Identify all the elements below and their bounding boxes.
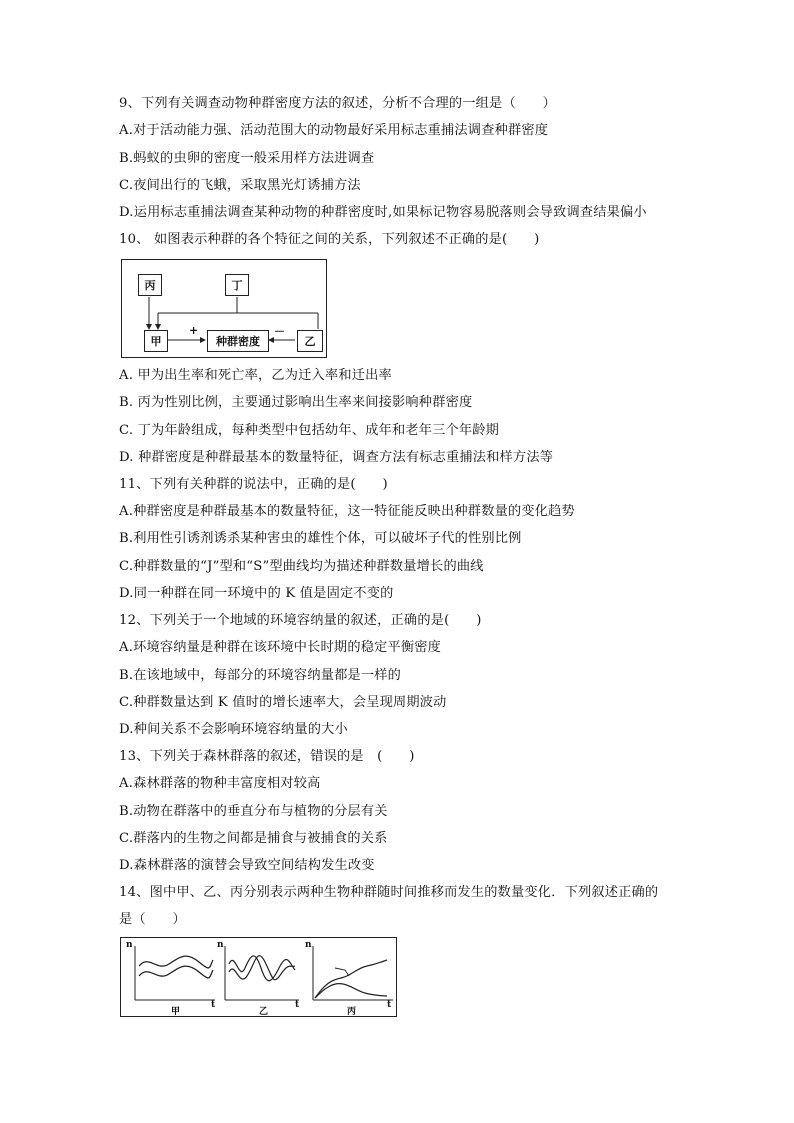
minus-sign: －: [274, 325, 285, 338]
q14-graphs: [120, 937, 397, 1017]
q9-stem: 9、下列有关调查动物种群密度方法的叙述，分析不合理的一组是（ ）: [119, 96, 556, 111]
q10-stem: 10、 如图表示种群的各个特征之间的关系，下列叙述不正确的是( ): [119, 232, 540, 247]
q9-option-c: C.夜间出行的飞蛾，采取黑光灯诱捕方法: [119, 178, 361, 193]
q14-stem-line2: 是（ ）: [119, 912, 186, 927]
node-population-density: 种群密度: [207, 330, 269, 352]
q10-option-a: A. 甲为出生率和死亡率，乙为迁入率和迁出率: [119, 368, 392, 383]
graph-bing-y-axis: n: [305, 940, 312, 950]
node-jia: 甲: [144, 330, 168, 352]
q9-option-d: D.运用标志重捕法调查某种动物的种群密度时,如果标记物容易脱落则会导致调查结果偏小: [119, 205, 647, 220]
graph-yi-y-axis: n: [217, 940, 224, 950]
q12-stem: 12、下列关于一个地域的环境容纳量的叙述，正确的是( ): [119, 613, 482, 628]
plus-sign: +: [189, 324, 199, 337]
q10-option-b: B. 丙为性别比例，主要通过影响出生率来间接影响种群密度: [119, 395, 473, 410]
q10-option-c: C. 丁为年龄组成，每种类型中包括幼年、成年和老年三个年龄期: [119, 423, 500, 438]
graph-bing-x-axis: t: [387, 1000, 392, 1010]
q13-option-a: A.森林群落的物种丰富度相对较高: [119, 776, 321, 791]
q11-option-a: A.种群密度是种群最基本的数量特征，这一特征能反映出种群数量的变化趋势: [119, 504, 575, 519]
q12-option-b: B.在该地域中，每部分的环境容纳量都是一样的: [119, 668, 402, 683]
graph-yi-caption: 乙: [259, 1007, 269, 1017]
node-bing: 丙: [138, 274, 162, 296]
q13-option-b: B.动物在群落中的垂直分布与植物的分层有关: [119, 804, 388, 819]
q9-option-a: A.对于活动能力强、活动范围大的动物最好采用标志重捕法调查种群密度: [119, 123, 549, 138]
q10-option-d: D. 种群密度是种群最基本的数量特征，调查方法有标志重捕法和样方法等: [119, 450, 554, 465]
q13-stem: 13、下列关于森林群落的叙述，错误的是 ( ): [119, 749, 415, 764]
graph-bing-caption: 丙: [347, 1007, 357, 1017]
q11-option-b: B.利用性引诱剂诱杀某种害虫的雄性个体，可以破坏子代的性别比例: [119, 531, 522, 546]
q9-option-b: B.蚂蚁的虫卵的密度一般采用样方法进调查: [119, 151, 375, 166]
q12-option-a: A.环境容纳量是种群在该环境中长时期的稳定平衡密度: [119, 640, 442, 655]
q11-option-d: D.同一种群在同一环境中的 K 值是固定不变的: [119, 586, 394, 601]
graph-jia-caption: 甲: [171, 1007, 181, 1017]
graph-jia-x-axis: t: [211, 1000, 216, 1010]
q12-option-c: C.种群数量达到 K 值时的增长速率大，会呈现周期波动: [119, 695, 447, 710]
q12-option-d: D.种间关系不会影响环境容纳量的大小: [119, 722, 348, 737]
q14-stem-line1: 14、图中甲、乙、丙分别表示两种生物种群随时间推移而发生的数量变化．下列叙述正确的: [119, 885, 659, 900]
q13-option-c: C.群落内的生物之间都是捕食与被捕食的关系: [119, 831, 388, 846]
node-ding: 丁: [225, 274, 249, 296]
q13-option-d: D.森林群落的演替会导致空间结构发生改变: [119, 858, 375, 873]
graph-yi-x-axis: t: [295, 1000, 300, 1010]
graph-jia-y-axis: n: [126, 940, 133, 950]
q11-stem: 11、下列有关种群的说法中，正确的是( ): [119, 477, 388, 492]
node-yi: 乙: [297, 330, 323, 352]
q10-diagram: [121, 259, 327, 358]
q11-option-c: C.种群数量的“J”型和“S”型曲线均为描述种群数量增长的曲线: [119, 559, 484, 574]
